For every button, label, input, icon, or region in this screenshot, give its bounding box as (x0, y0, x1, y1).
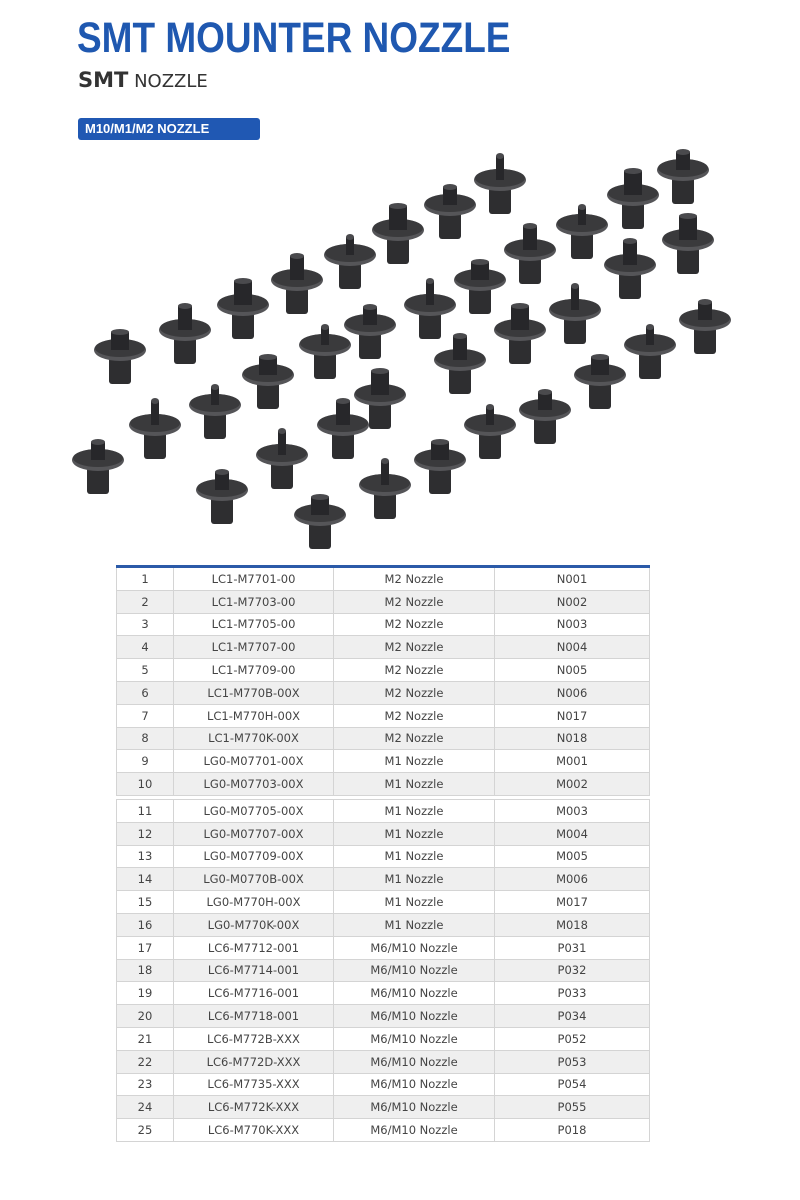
nozzle-type: M1 Nozzle (334, 800, 495, 823)
part-number: LG0-M07709-00X (174, 845, 334, 868)
nozzle-type: M1 Nozzle (334, 773, 495, 796)
part-number: LC1-M7703-00 (174, 590, 334, 613)
nozzle-code: N002 (495, 590, 650, 613)
nozzle-code: M006 (495, 868, 650, 891)
nozzle-code: N017 (495, 704, 650, 727)
nozzle-item (242, 354, 294, 409)
table-row (117, 727, 650, 750)
nozzle-item (414, 439, 466, 494)
nozzle-code: P031 (495, 936, 650, 959)
nozzle-type: M6/M10 Nozzle (334, 1005, 495, 1028)
nozzle-type: M6/M10 Nozzle (334, 959, 495, 982)
nozzle-code: M017 (495, 891, 650, 914)
row-number: 1 (117, 567, 174, 591)
part-number: LC6-M770K-XXX (174, 1119, 334, 1142)
row-number: 7 (117, 704, 174, 727)
part-number: LC6-M772D-XXX (174, 1050, 334, 1073)
nozzle-code: P034 (495, 1005, 650, 1028)
nozzle-type: M2 Nozzle (334, 590, 495, 613)
part-number: LC1-M770K-00X (174, 727, 334, 750)
row-number: 22 (117, 1050, 174, 1073)
part-number: LC1-M7709-00 (174, 659, 334, 682)
nozzle-item (317, 398, 369, 459)
nozzle-type: M2 Nozzle (334, 636, 495, 659)
nozzle-item (404, 278, 456, 339)
nozzle-type: M1 Nozzle (334, 845, 495, 868)
row-number: 10 (117, 773, 174, 796)
table-row (117, 913, 650, 936)
nozzle-item (72, 439, 124, 494)
row-number: 15 (117, 891, 174, 914)
nozzle-type: M6/M10 Nozzle (334, 936, 495, 959)
nozzle-type: M1 Nozzle (334, 868, 495, 891)
nozzle-code: N003 (495, 613, 650, 636)
nozzle-type: M6/M10 Nozzle (334, 1027, 495, 1050)
part-number: LG0-M07703-00X (174, 773, 334, 796)
table-row (117, 613, 650, 636)
nozzle-type: M6/M10 Nozzle (334, 1096, 495, 1119)
nozzle-item (196, 469, 248, 524)
nozzle-item (256, 428, 308, 489)
subtitle-bold: SMT (78, 68, 129, 92)
row-number: 3 (117, 613, 174, 636)
nozzle-type: M6/M10 Nozzle (334, 1119, 495, 1142)
nozzle-item (129, 398, 181, 459)
nozzle-item (679, 299, 731, 354)
row-number: 5 (117, 659, 174, 682)
row-number: 14 (117, 868, 174, 891)
nozzle-item (344, 304, 396, 359)
subtitle (78, 68, 208, 92)
nozzle-code: M001 (495, 750, 650, 773)
nozzle-item (359, 458, 411, 519)
part-number: LC1-M7707-00 (174, 636, 334, 659)
section-badge: M10/M1/M2 NOZZLE (78, 118, 260, 140)
row-number: 24 (117, 1096, 174, 1119)
nozzle-code: N006 (495, 681, 650, 704)
part-number: LC6-M7735-XXX (174, 1073, 334, 1096)
nozzle-code: N018 (495, 727, 650, 750)
row-number: 21 (117, 1027, 174, 1050)
part-number: LG0-M07707-00X (174, 822, 334, 845)
nozzle-item (657, 149, 709, 204)
nozzle-item (294, 494, 346, 549)
row-number: 6 (117, 681, 174, 704)
part-number: LC1-M770H-00X (174, 704, 334, 727)
nozzle-code: P032 (495, 959, 650, 982)
nozzle-type: M6/M10 Nozzle (334, 1073, 495, 1096)
nozzle-item (159, 303, 211, 364)
nozzle-code: M003 (495, 800, 650, 823)
nozzle-item (662, 213, 714, 274)
nozzle-code: M018 (495, 913, 650, 936)
nozzle-type: M6/M10 Nozzle (334, 982, 495, 1005)
table-row (117, 1073, 650, 1096)
table-row (117, 1050, 650, 1073)
row-number: 20 (117, 1005, 174, 1028)
part-number: LC6-M7714-001 (174, 959, 334, 982)
row-number: 11 (117, 800, 174, 823)
table-row (117, 891, 650, 914)
table-row (117, 1119, 650, 1142)
nozzle-item (372, 203, 424, 264)
nozzle-item (271, 253, 323, 314)
nozzle-item (494, 303, 546, 364)
table-row (117, 750, 650, 773)
nozzle-type: M2 Nozzle (334, 613, 495, 636)
row-number: 18 (117, 959, 174, 982)
table-row (117, 800, 650, 823)
row-number: 23 (117, 1073, 174, 1096)
part-number: LC6-M7718-001 (174, 1005, 334, 1028)
nozzle-item (94, 329, 146, 384)
row-number: 4 (117, 636, 174, 659)
nozzle-code: N004 (495, 636, 650, 659)
table-row (117, 845, 650, 868)
table-row (117, 567, 650, 591)
part-number: LG0-M07701-00X (174, 750, 334, 773)
table-row (117, 681, 650, 704)
nozzle-type: M2 Nozzle (334, 704, 495, 727)
nozzle-code: P055 (495, 1096, 650, 1119)
part-number: LG0-M0770B-00X (174, 868, 334, 891)
table-row (117, 1005, 650, 1028)
part-number: LC6-M772B-XXX (174, 1027, 334, 1050)
nozzle-code: M005 (495, 845, 650, 868)
part-number: LG0-M770H-00X (174, 891, 334, 914)
nozzle-type: M1 Nozzle (334, 891, 495, 914)
nozzle-item (464, 404, 516, 459)
table-row (117, 868, 650, 891)
nozzle-item (574, 354, 626, 409)
part-number: LC1-M7701-00 (174, 567, 334, 591)
nozzle-table-part-2 (116, 799, 650, 1142)
nozzle-item (519, 389, 571, 444)
row-number: 17 (117, 936, 174, 959)
table-row (117, 773, 650, 796)
table-row (117, 636, 650, 659)
subtitle-rest: NOZZLE (134, 71, 208, 92)
nozzle-type: M1 Nozzle (334, 913, 495, 936)
nozzle-code: P053 (495, 1050, 650, 1073)
nozzle-item (556, 204, 608, 259)
nozzle-item (324, 234, 376, 289)
nozzle-code: N001 (495, 567, 650, 591)
nozzle-code: M004 (495, 822, 650, 845)
row-number: 25 (117, 1119, 174, 1142)
table-row (117, 822, 650, 845)
nozzle-type: M6/M10 Nozzle (334, 1050, 495, 1073)
nozzle-item (434, 333, 486, 394)
nozzle-type: M1 Nozzle (334, 750, 495, 773)
part-number: LC1-M770B-00X (174, 681, 334, 704)
nozzle-item (607, 168, 659, 229)
nozzle-type: M2 Nozzle (334, 681, 495, 704)
table-row (117, 1096, 650, 1119)
table-row (117, 590, 650, 613)
nozzle-type: M2 Nozzle (334, 567, 495, 591)
nozzle-item (549, 283, 601, 344)
part-number: LC6-M772K-XXX (174, 1096, 334, 1119)
nozzle-code: P052 (495, 1027, 650, 1050)
nozzle-item (624, 324, 676, 379)
nozzle-item (454, 259, 506, 314)
row-number: 9 (117, 750, 174, 773)
table-row (117, 982, 650, 1005)
table-row (117, 659, 650, 682)
part-number: LG0-M770K-00X (174, 913, 334, 936)
row-number: 8 (117, 727, 174, 750)
nozzle-item (424, 184, 476, 239)
nozzle-code: P033 (495, 982, 650, 1005)
nozzle-code: M002 (495, 773, 650, 796)
row-number: 2 (117, 590, 174, 613)
table-row (117, 959, 650, 982)
part-number: LC1-M7705-00 (174, 613, 334, 636)
page-title: SMT MOUNTER NOZZLE (77, 14, 511, 62)
row-number: 16 (117, 913, 174, 936)
nozzle-type: M2 Nozzle (334, 727, 495, 750)
part-number: LC6-M7716-001 (174, 982, 334, 1005)
nozzle-type: M1 Nozzle (334, 822, 495, 845)
nozzle-item (474, 153, 526, 214)
nozzle-code: P018 (495, 1119, 650, 1142)
part-number: LG0-M07705-00X (174, 800, 334, 823)
nozzle-item (217, 278, 269, 339)
nozzle-item (504, 223, 556, 284)
table-row (117, 936, 650, 959)
nozzle-code: P054 (495, 1073, 650, 1096)
table-row (117, 1027, 650, 1050)
row-number: 13 (117, 845, 174, 868)
row-number: 12 (117, 822, 174, 845)
nozzle-item (604, 238, 656, 299)
nozzle-table-part-1 (116, 565, 650, 796)
table-row (117, 704, 650, 727)
nozzle-code: N005 (495, 659, 650, 682)
row-number: 19 (117, 982, 174, 1005)
nozzle-type: M2 Nozzle (334, 659, 495, 682)
nozzle-item (189, 384, 241, 439)
nozzle-product-photo (0, 140, 800, 560)
nozzle-item (299, 324, 351, 379)
part-number: LC6-M7712-001 (174, 936, 334, 959)
